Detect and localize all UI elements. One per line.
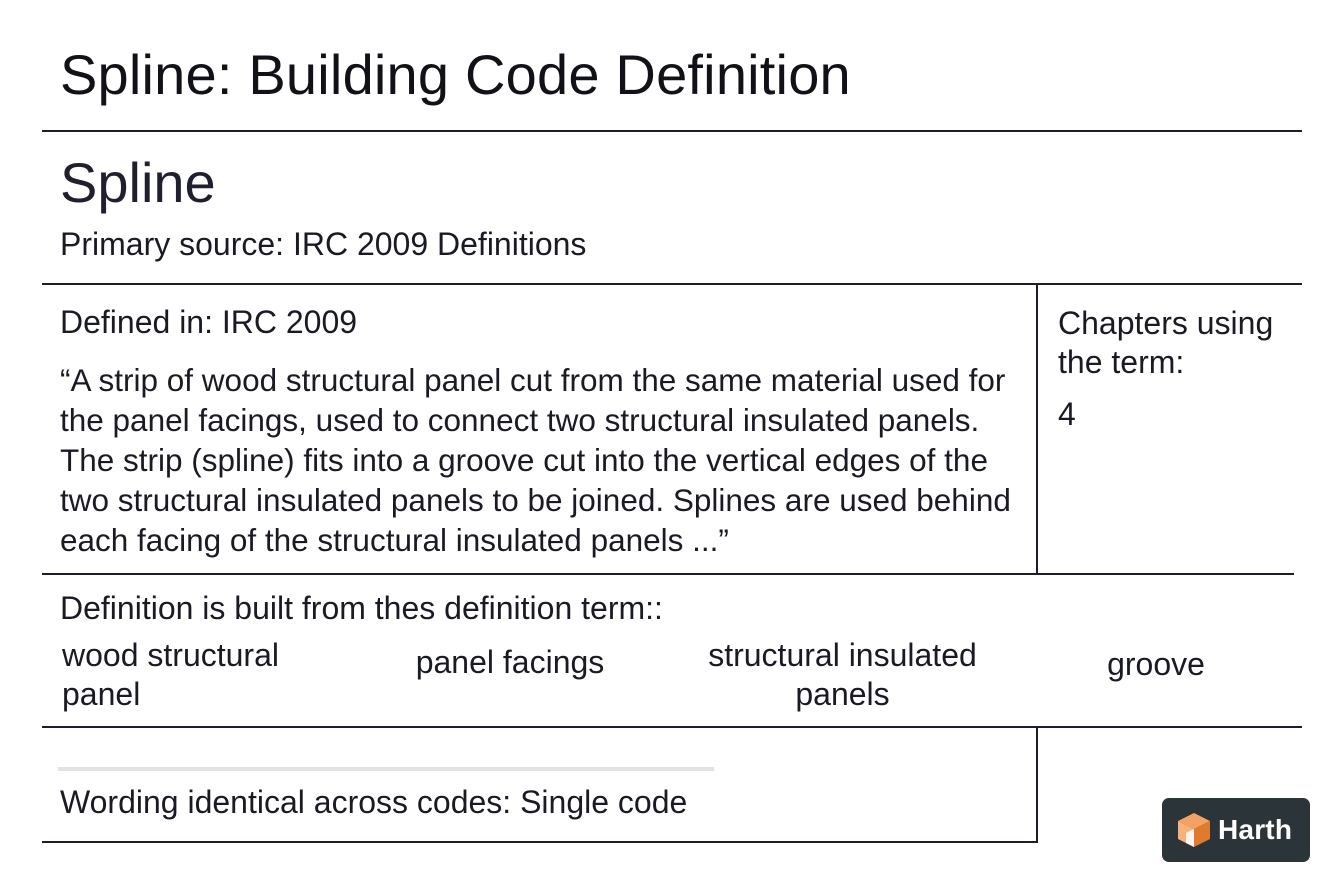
cube-logo-icon [1174, 810, 1214, 850]
component-term-wood-structural-panel: wood structural panel [62, 637, 279, 712]
built-from-label: Definition is built from thes definition term:: [60, 590, 663, 626]
defined-in: Defined in: IRC 2009 [60, 304, 358, 340]
title-divider [42, 130, 1302, 132]
chapters-value: 4 [1058, 396, 1076, 432]
built-from-divider [42, 726, 1302, 728]
term-name: Spline [60, 151, 216, 214]
wording-indicator-bar [58, 767, 714, 771]
definition-column-divider [1036, 283, 1038, 575]
bottom-column-divider [1036, 726, 1038, 843]
definition-quote: “A strip of wood structural panel cut from the same material used for the panel facings, used to connect two structural insulated panels. The strip (spline) fits into a groove cut into the vertical edges of the two structural insulated panels to be joined. Splines are used behind each facing of the structural insulated panels ...” [60, 362, 1011, 558]
page-title: Spline: Building Code Definition [60, 43, 851, 106]
logo-text: Harth [1218, 814, 1293, 845]
harth-logo-badge [1162, 798, 1310, 862]
definition-divider [42, 573, 1294, 575]
component-term-groove: groove [1107, 646, 1205, 682]
header-divider [42, 283, 1302, 285]
wording-identical-note: Wording identical across codes: Single code [60, 784, 688, 820]
component-term-panel-facings: panel facings [415, 644, 605, 680]
primary-source: Primary source: IRC 2009 Definitions [60, 226, 587, 262]
bottom-border [42, 841, 1038, 843]
component-term-structural-insulated-panels: structural insulated panels [708, 637, 977, 712]
chapters-label: Chapters using the term: [1058, 305, 1274, 380]
